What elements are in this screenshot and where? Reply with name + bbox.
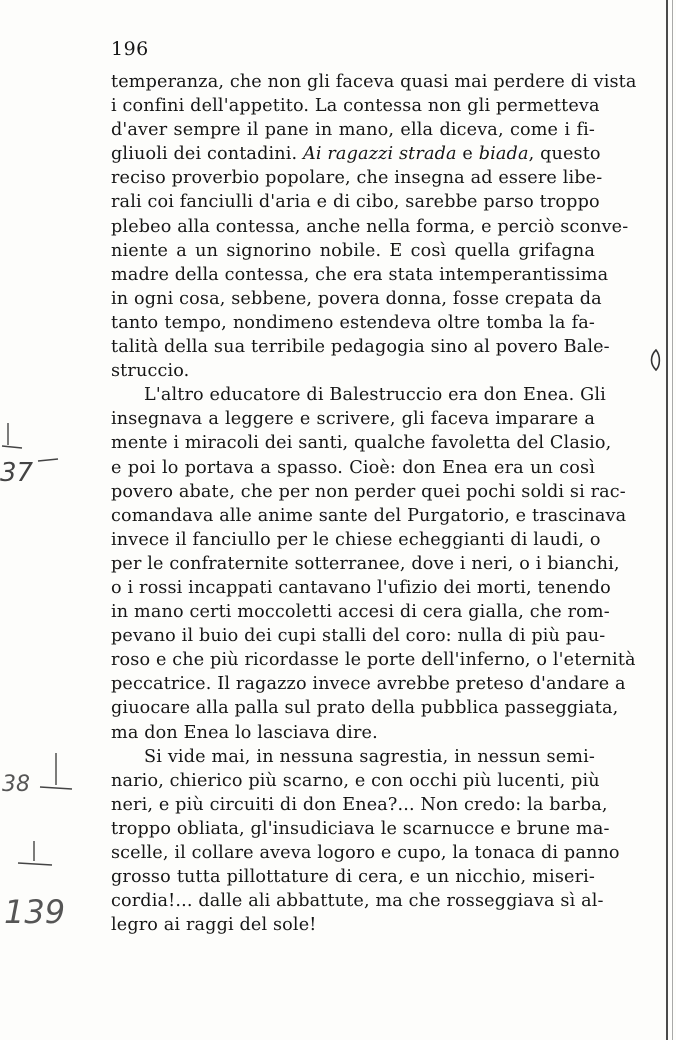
margin-annotation-38 [0, 745, 90, 805]
text-line: d'aver sempre il pane in mano, ella diceva, come i fi- [111, 120, 595, 141]
text-line: peccatrice. Il ragazzo invece avrebbe preteso d'andare a [111, 674, 626, 695]
text-line: roso e che più ricordasse le porte dell'inferno, o l'eternità [111, 650, 636, 671]
text-line: Si vide mai, in nessuna sagrestia, in nessun semi- [144, 746, 595, 767]
page-edge-line-secondary [672, 0, 673, 1040]
text-line: talità della sua terribile pedagogia sino al povero Bale- [111, 337, 610, 358]
italic-phrase: Ai ragazzi strada [303, 144, 457, 165]
text-line: temperanza, che non gli faceva quasi mai perdere di vista [111, 72, 637, 92]
text-line: legro ai raggi del sole! [111, 915, 317, 936]
text-line: L'altro educatore di Balestruccio era don Enea. Gli [144, 385, 606, 406]
margin-annotation-139 [0, 835, 80, 935]
text-line: cordia!... dalle ali abbattute, ma che rosseggiava sì al- [111, 891, 604, 912]
text-line: mente i miracoli dei santi, qualche favoletta del Clasio, [111, 433, 612, 454]
text-line: scelle, il collare aveva logoro e cupo, la tonaca di panno [111, 843, 620, 863]
margin-note-38-text: 38 [2, 772, 30, 797]
text-line: e poi lo portava a spasso. Cioè: don Enea era un così [111, 457, 595, 478]
page-edge-line [666, 0, 668, 1040]
text-line: insegnava a leggere e scrivere, gli faceva imparare a [111, 409, 595, 430]
text-line: per le confraternite sotterranee, dove i neri, o i bianchi, [111, 553, 620, 574]
text-line: i confini dell'appetito. La contessa non gli permetteva [111, 96, 600, 117]
italic-phrase: biada [478, 144, 529, 165]
text-line [111, 142, 601, 166]
margin-annotation-37 [0, 415, 60, 495]
text-run: gliuoli dei contadini. [111, 144, 303, 165]
text-line: troppo obliata, gl'insudiciava le scarnucce e brune ma- [111, 818, 610, 839]
margin-note-37-text: 37 [0, 458, 34, 488]
text-line: in ogni cosa, sebbene, povera donna, fosse crepata da [111, 288, 602, 309]
page-number: 196 [111, 38, 149, 60]
text-line: giuocare alla palla sul prato della pubblica passeggiata, [111, 698, 619, 719]
text-line: pevano il buio dei cupi stalli del coro: nulla di più pau- [111, 626, 606, 647]
paper-blemish [648, 348, 664, 372]
text-line: in mano certi moccoletti accesi di cera gialla, che rom- [111, 602, 610, 623]
text-line: rali coi fanciulli d'aria e di cibo, sarebbe parso troppo [111, 192, 600, 213]
text-line: o i rossi incappati cantavano l'ufizio dei morti, tenendo [111, 577, 611, 598]
text-line: povero abate, che per non perder quei pochi soldi si rac- [111, 481, 626, 502]
body-text [111, 70, 637, 937]
text-line: struccio. [111, 361, 190, 382]
text-run: e [456, 144, 479, 165]
text-line: invece il fanciullo per le chiese echeggianti di laudi, o [111, 529, 601, 550]
text-line: ma don Enea lo lasciava dire. [111, 722, 378, 743]
text-line: plebeo alla contessa, anche nella forma, e perciò sconve- [111, 216, 629, 237]
text-line: reciso proverbio popolare, che insegna ad essere libe- [111, 168, 603, 189]
text-line: madre della contessa, che era stata intemperantissima [111, 264, 609, 285]
text-line: neri, e più circuiti di don Enea?... Non credo: la barba, [111, 794, 608, 815]
text-line: comandava alle anime sante del Purgatorio, e trascinava [111, 505, 627, 526]
text-run: , questo [528, 144, 601, 165]
margin-note-139-text: 139 [4, 893, 66, 931]
text-line: niente a un signorino nobile. E così quella grifagna [111, 240, 595, 261]
text-line: tanto tempo, nondimeno estendeva oltre tomba la fa- [111, 312, 595, 333]
text-line: grosso tutta pillottature di cera, e un nicchio, miseri- [111, 867, 595, 888]
text-line: nario, chierico più scarno, e con occhi più lucenti, più [111, 770, 600, 791]
